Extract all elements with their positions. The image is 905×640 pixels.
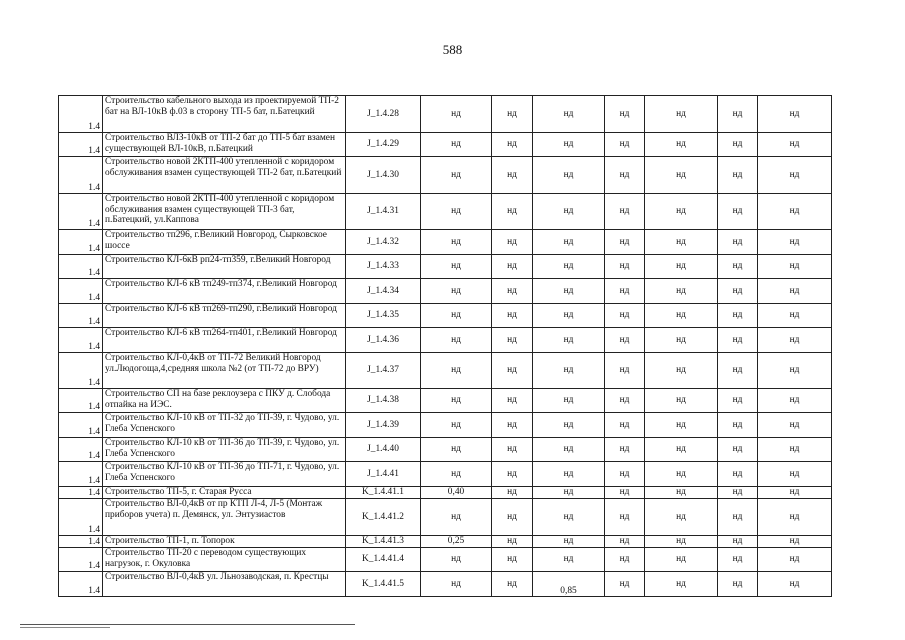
- value-cell: нд: [645, 194, 718, 230]
- value-cell: нд: [533, 194, 605, 230]
- table-row: [59, 548, 832, 572]
- project-name-cell: Строительство КЛ-10 кВ от ТП-36 до ТП-39, г. Чудово, ул. Глеба Успенского: [103, 438, 346, 462]
- section-number-cell: 1.4: [59, 548, 103, 572]
- project-code-cell: K_1.4.41.5: [346, 572, 421, 597]
- section-number-cell: 1.4: [59, 255, 103, 279]
- value-cell: нд: [533, 328, 605, 353]
- value-cell: нд: [718, 328, 758, 353]
- project-name-cell: Строительство ТП-1, п. Топорок: [103, 536, 346, 548]
- value-cell: нд: [492, 157, 533, 194]
- value-cell: нд: [718, 255, 758, 279]
- value-cell: нд: [492, 389, 533, 413]
- project-name-cell: Строительство КЛ-6 кВ тп249-тп374, г.Великий Новгород: [103, 279, 346, 304]
- project-name-cell: Строительство кабельного выхода из проектируемой ТП-2 бат на ВЛ-10кВ ф.03 в сторону ТП-5 бат, п.Батецкий: [103, 96, 346, 133]
- value-cell: нд: [533, 133, 605, 157]
- value-cell: нд: [645, 133, 718, 157]
- value-cell: нд: [533, 96, 605, 133]
- value-cell: нд: [533, 548, 605, 572]
- value-cell: нд: [718, 96, 758, 133]
- project-name-cell: Строительство КЛ-6 кВ тп269-тп290, г.Великий Новгород: [103, 304, 346, 328]
- value-cell: нд: [758, 230, 832, 255]
- value-cell: нд: [492, 413, 533, 438]
- table-row: [59, 157, 832, 194]
- value-cell: нд: [718, 133, 758, 157]
- table-row: [59, 279, 832, 304]
- value-cell: нд: [718, 304, 758, 328]
- project-code-cell: J_1.4.38: [346, 389, 421, 413]
- table-row: [59, 389, 832, 413]
- value-cell: нд: [492, 279, 533, 304]
- value-cell: нд: [645, 279, 718, 304]
- value-cell: нд: [718, 194, 758, 230]
- table-row: [59, 96, 832, 133]
- project-name-cell: Строительство тп296, г.Великий Новгород, Сырковское шоссе: [103, 230, 346, 255]
- section-number-cell: 1.4: [59, 438, 103, 462]
- value-cell: нд: [533, 499, 605, 536]
- value-cell: нд: [718, 572, 758, 597]
- value-cell: 0,85: [533, 572, 605, 597]
- section-number-cell: 1.4: [59, 499, 103, 536]
- value-cell: нд: [605, 487, 645, 499]
- value-cell: нд: [718, 389, 758, 413]
- value-cell: нд: [421, 194, 492, 230]
- project-name-cell: Строительство КЛ-10 кВ от ТП-36 до ТП-71, г. Чудово, ул. Глеба Успенского: [103, 462, 346, 487]
- section-number-cell: 1.4: [59, 462, 103, 487]
- value-cell: нд: [533, 413, 605, 438]
- project-name-cell: Строительство ВЛ-0,4кВ ул. Льнозаводская, п. Крестцы: [103, 572, 346, 597]
- value-cell: нд: [492, 133, 533, 157]
- value-cell: нд: [645, 499, 718, 536]
- project-name-cell: Строительство КЛ-6 кВ тп264-тп401, г.Великий Новгород: [103, 328, 346, 353]
- value-cell: нд: [645, 96, 718, 133]
- value-cell: нд: [533, 536, 605, 548]
- section-number-cell: 1.4: [59, 194, 103, 230]
- project-name-cell: Строительство ТП-20 с переводом существующих нагрузок, г. Окуловка: [103, 548, 346, 572]
- project-code-cell: J_1.4.33: [346, 255, 421, 279]
- table-row: [59, 230, 832, 255]
- value-cell: нд: [421, 462, 492, 487]
- table-row: [59, 353, 832, 389]
- project-code-cell: J_1.4.34: [346, 279, 421, 304]
- project-code-cell: J_1.4.39: [346, 413, 421, 438]
- value-cell: нд: [533, 230, 605, 255]
- value-cell: нд: [758, 548, 832, 572]
- value-cell: нд: [758, 572, 832, 597]
- value-cell: нд: [533, 487, 605, 499]
- value-cell: нд: [758, 328, 832, 353]
- value-cell: нд: [758, 304, 832, 328]
- value-cell: нд: [718, 157, 758, 194]
- value-cell: нд: [421, 96, 492, 133]
- value-cell: нд: [605, 438, 645, 462]
- value-cell: нд: [421, 572, 492, 597]
- table-row: [59, 462, 832, 487]
- project-code-cell: J_1.4.37: [346, 353, 421, 389]
- value-cell: нд: [421, 304, 492, 328]
- value-cell: нд: [605, 133, 645, 157]
- table-row: [59, 536, 832, 548]
- section-number-cell: 1.4: [59, 413, 103, 438]
- data-table: [58, 95, 832, 597]
- value-cell: нд: [758, 279, 832, 304]
- project-code-cell: J_1.4.41: [346, 462, 421, 487]
- section-number-cell: 1.4: [59, 353, 103, 389]
- value-cell: нд: [758, 255, 832, 279]
- value-cell: нд: [421, 157, 492, 194]
- table-row: [59, 255, 832, 279]
- table-body: [59, 96, 832, 597]
- project-code-cell: J_1.4.28: [346, 96, 421, 133]
- value-cell: нд: [718, 438, 758, 462]
- value-cell: нд: [605, 157, 645, 194]
- value-cell: нд: [421, 328, 492, 353]
- value-cell: нд: [718, 499, 758, 536]
- project-code-cell: J_1.4.32: [346, 230, 421, 255]
- value-cell: нд: [492, 499, 533, 536]
- table-row: [59, 572, 832, 597]
- project-code-cell: J_1.4.35: [346, 304, 421, 328]
- section-number-cell: 1.4: [59, 572, 103, 597]
- value-cell: нд: [605, 255, 645, 279]
- value-cell: нд: [421, 279, 492, 304]
- section-number-cell: 1.4: [59, 96, 103, 133]
- value-cell: нд: [421, 353, 492, 389]
- value-cell: нд: [492, 536, 533, 548]
- table-row: [59, 304, 832, 328]
- value-cell: нд: [718, 230, 758, 255]
- page-number: 588: [442, 42, 463, 57]
- value-cell: нд: [421, 499, 492, 536]
- value-cell: нд: [718, 548, 758, 572]
- value-cell: нд: [421, 438, 492, 462]
- value-cell: нд: [533, 438, 605, 462]
- value-cell: нд: [492, 572, 533, 597]
- value-cell: нд: [645, 536, 718, 548]
- project-name-cell: Строительство КЛ-10 кВ от ТП-32 до ТП-39, г. Чудово, ул. Глеба Успенского: [103, 413, 346, 438]
- value-cell: нд: [605, 413, 645, 438]
- value-cell: нд: [758, 96, 832, 133]
- value-cell: нд: [533, 353, 605, 389]
- project-code-cell: K_1.4.41.3: [346, 536, 421, 548]
- value-cell: нд: [645, 413, 718, 438]
- value-cell: нд: [492, 462, 533, 487]
- value-cell: нд: [492, 230, 533, 255]
- value-cell: нд: [492, 438, 533, 462]
- value-cell: нд: [492, 328, 533, 353]
- value-cell: нд: [605, 194, 645, 230]
- value-cell: нд: [533, 279, 605, 304]
- project-code-cell: K_1.4.41.4: [346, 548, 421, 572]
- value-cell: нд: [645, 230, 718, 255]
- project-code-cell: J_1.4.40: [346, 438, 421, 462]
- value-cell: нд: [645, 438, 718, 462]
- value-cell: нд: [758, 389, 832, 413]
- table-row: [59, 487, 832, 499]
- value-cell: нд: [718, 462, 758, 487]
- table-row: [59, 499, 832, 536]
- value-cell: нд: [758, 438, 832, 462]
- section-number-cell: 1.4: [59, 487, 103, 499]
- value-cell: 0,40: [421, 487, 492, 499]
- table-row: [59, 194, 832, 230]
- value-cell: нд: [533, 157, 605, 194]
- value-cell: нд: [492, 548, 533, 572]
- section-number-cell: 1.4: [59, 304, 103, 328]
- value-cell: нд: [492, 353, 533, 389]
- value-cell: нд: [421, 255, 492, 279]
- value-cell: нд: [758, 157, 832, 194]
- value-cell: нд: [645, 572, 718, 597]
- project-code-cell: J_1.4.31: [346, 194, 421, 230]
- value-cell: нд: [718, 279, 758, 304]
- value-cell: нд: [758, 536, 832, 548]
- section-number-cell: 1.4: [59, 328, 103, 353]
- table-row: [59, 328, 832, 353]
- value-cell: нд: [645, 487, 718, 499]
- footer-rule-short: [20, 627, 110, 628]
- project-name-cell: Строительство ВЛ-0,4кВ от пр КТП Л-4, Л-5 (Монтаж приборов учета) п. Демянск, ул. Энтузиастов: [103, 499, 346, 536]
- project-name-cell: Строительство КЛ-0,4кВ от ТП-72 Великий Новгород ул.Людогоща,4,средняя школа №2 (от ТП-72 до ВРУ): [103, 353, 346, 389]
- value-cell: нд: [645, 353, 718, 389]
- value-cell: нд: [605, 548, 645, 572]
- table-row: [59, 413, 832, 438]
- project-code-cell: K_1.4.41.2: [346, 499, 421, 536]
- value-cell: нд: [758, 413, 832, 438]
- value-cell: нд: [605, 389, 645, 413]
- value-cell: нд: [605, 328, 645, 353]
- value-cell: 0,25: [421, 536, 492, 548]
- value-cell: нд: [533, 304, 605, 328]
- value-cell: нд: [605, 536, 645, 548]
- value-cell: нд: [421, 413, 492, 438]
- section-number-cell: 1.4: [59, 389, 103, 413]
- value-cell: нд: [758, 353, 832, 389]
- value-cell: нд: [492, 194, 533, 230]
- value-cell: нд: [492, 304, 533, 328]
- value-cell: нд: [605, 499, 645, 536]
- footer-rule: [20, 624, 355, 625]
- table-row: [59, 133, 832, 157]
- value-cell: нд: [645, 157, 718, 194]
- value-cell: нд: [533, 255, 605, 279]
- value-cell: нд: [758, 194, 832, 230]
- table-row: [59, 438, 832, 462]
- value-cell: нд: [645, 389, 718, 413]
- value-cell: нд: [421, 230, 492, 255]
- project-name-cell: Строительство ВЛЗ-10кВ от ТП-2 бат до ТП-5 бат взамен существующей ВЛ-10кВ, п.Батецкий: [103, 133, 346, 157]
- value-cell: нд: [492, 487, 533, 499]
- section-number-cell: 1.4: [59, 279, 103, 304]
- value-cell: нд: [605, 230, 645, 255]
- value-cell: нд: [758, 133, 832, 157]
- value-cell: нд: [605, 96, 645, 133]
- value-cell: нд: [718, 353, 758, 389]
- section-number-cell: 1.4: [59, 536, 103, 548]
- value-cell: нд: [645, 548, 718, 572]
- project-code-cell: J_1.4.36: [346, 328, 421, 353]
- project-name-cell: Строительство новой 2КТП-400 утепленной с коридором обслуживания взамен существующей ТП-3 бат, п.Батецкий, ул.Каппова: [103, 194, 346, 230]
- section-number-cell: 1.4: [59, 157, 103, 194]
- value-cell: нд: [758, 462, 832, 487]
- project-name-cell: Строительство новой 2КТП-400 утепленной с коридором обслуживания взамен существующей ТП-2 бат, п.Батецкий: [103, 157, 346, 194]
- project-name-cell: Строительство СП на базе реклоузера с ПКУ д. Слобода отпайка на ИЭС.: [103, 389, 346, 413]
- value-cell: нд: [645, 328, 718, 353]
- value-cell: нд: [718, 413, 758, 438]
- value-cell: нд: [605, 462, 645, 487]
- value-cell: нд: [718, 536, 758, 548]
- value-cell: нд: [605, 304, 645, 328]
- project-code-cell: K_1.4.41.1: [346, 487, 421, 499]
- value-cell: нд: [605, 572, 645, 597]
- value-cell: нд: [645, 462, 718, 487]
- project-code-cell: J_1.4.29: [346, 133, 421, 157]
- project-name-cell: Строительство ТП-5, г. Старая Русса: [103, 487, 346, 499]
- value-cell: нд: [645, 255, 718, 279]
- value-cell: нд: [421, 389, 492, 413]
- project-code-cell: J_1.4.30: [346, 157, 421, 194]
- value-cell: нд: [533, 462, 605, 487]
- value-cell: нд: [718, 487, 758, 499]
- value-cell: нд: [421, 548, 492, 572]
- value-cell: нд: [645, 304, 718, 328]
- value-cell: нд: [421, 133, 492, 157]
- value-cell: нд: [605, 353, 645, 389]
- value-cell: нд: [758, 499, 832, 536]
- section-number-cell: 1.4: [59, 133, 103, 157]
- value-cell: нд: [492, 255, 533, 279]
- value-cell: нд: [605, 279, 645, 304]
- project-name-cell: Строительство КЛ-6кВ рп24-тп359, г.Великий Новгород: [103, 255, 346, 279]
- value-cell: нд: [758, 487, 832, 499]
- value-cell: нд: [492, 96, 533, 133]
- section-number-cell: 1.4: [59, 230, 103, 255]
- value-cell: нд: [533, 389, 605, 413]
